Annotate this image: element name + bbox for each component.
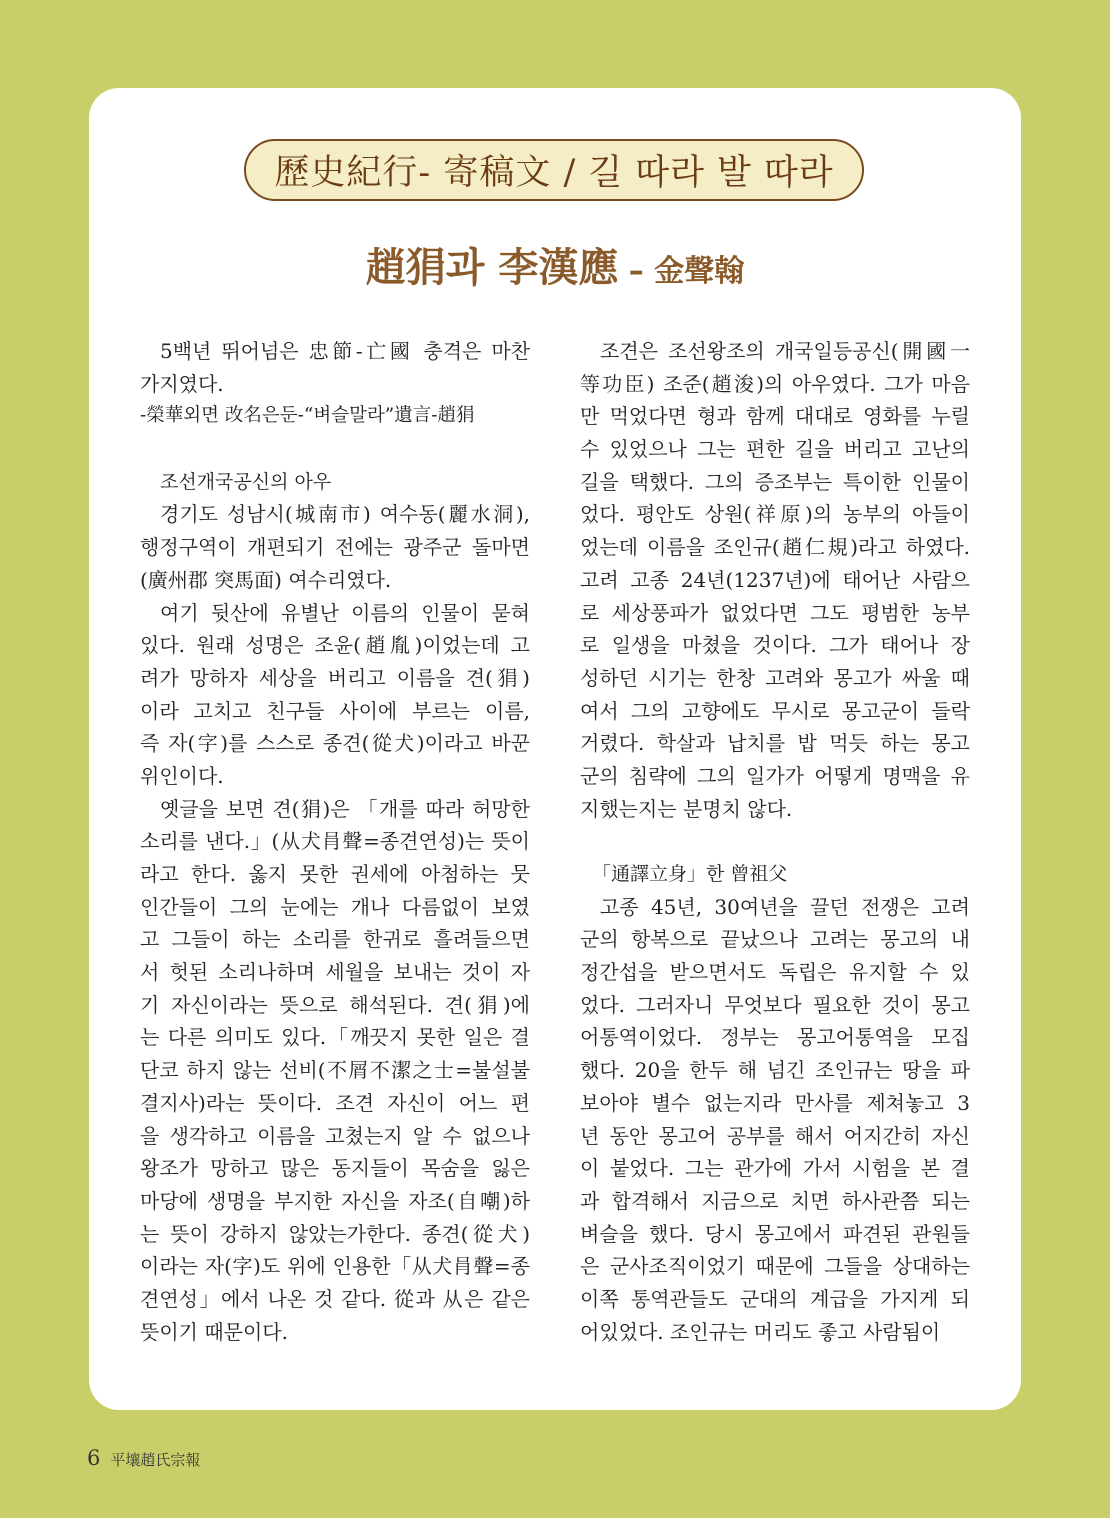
text-line: 위인이다. bbox=[140, 763, 224, 788]
text-line: 等功臣) 조준(趙浚)의 아우였다. 그가 마음 bbox=[580, 371, 970, 396]
spacer bbox=[140, 433, 530, 466]
text-line: 이라는 자(字)도 위에 인용한「从犬肙聲=종 bbox=[140, 1254, 530, 1279]
text-line: 이 붙었다. 그는 관가에 가서 시험을 본 결 bbox=[580, 1156, 970, 1181]
banner-title: 歷史紀行- 寄稿文 / 길 따라 발 따라 bbox=[274, 153, 834, 193]
text-line: 소리를 낸다.」(从犬肙聲=종견연성)는 뜻이 bbox=[140, 829, 530, 854]
text-line: 견연성」에서 나온 것 같다. 從과 从은 같은 bbox=[140, 1286, 530, 1311]
text-line: 정간섭을 받으면서도 독립은 유지할 수 있 bbox=[580, 960, 970, 985]
text-line: 거렸다. 학살과 납치를 밥 먹듯 하는 몽고 bbox=[580, 731, 970, 756]
text-line: 는 뜻이 강하지 않았는가한다. 종견(從犬) bbox=[140, 1221, 530, 1246]
text-line: 경기도 성남시(城南市) 여수동(麗水洞), bbox=[160, 502, 530, 527]
text-line: 행정구역이 개편되기 전에는 광주군 돌마면 bbox=[140, 535, 530, 560]
text-line: 했다. 20을 한두 해 넘긴 조인규는 땅을 파 bbox=[580, 1058, 970, 1083]
text-line: 뜻이기 때문이다. bbox=[140, 1319, 288, 1344]
text-line: 길을 택했다. 그의 증조부는 특이한 인물이 bbox=[580, 469, 970, 494]
subtitle-line: 가지였다. bbox=[140, 371, 224, 396]
text-line: 수 있었으나 그는 편한 길을 버리고 고난의 bbox=[580, 437, 970, 462]
text-line: 어통역이었다. 정부는 몽고어통역을 모집 bbox=[580, 1025, 970, 1050]
text-line: 고려 고종 24년(1237년)에 태어난 사람으 bbox=[580, 567, 970, 592]
text-line: 군의 항복으로 끝났으나 고려는 몽고의 내 bbox=[580, 927, 970, 952]
text-line: 마당에 생명을 부지한 자신을 자조(自嘲)하 bbox=[140, 1188, 530, 1213]
text-line: 이라 고치고 친구들 사이에 부르는 이름, bbox=[140, 698, 530, 723]
section-banner bbox=[244, 139, 864, 201]
text-line: 벼슬을 했다. 당시 몽고에서 파견된 관원들 bbox=[580, 1221, 970, 1246]
text-line: 인간들이 그의 눈에는 개나 다름없이 보였 bbox=[140, 894, 530, 919]
text-line: 었는데 이름을 조인규(趙仁規)라고 하였다. bbox=[580, 535, 970, 560]
text-line: 년 동안 몽고어 공부를 해서 어지간히 자신 bbox=[580, 1123, 970, 1148]
headline-title: 趙狷과 李漢應 bbox=[365, 245, 619, 291]
text-line: 이쪽 통역관들도 군대의 계급을 가지게 되 bbox=[580, 1286, 970, 1311]
text-line: 고 그들이 하는 소리를 한귀로 흘려들으면 bbox=[140, 927, 530, 952]
text-line: 어있었다. 조인규는 머리도 좋고 사람됨이 bbox=[580, 1319, 941, 1344]
text-line: 지했는지는 분명치 않다. bbox=[580, 796, 793, 821]
text-line: 고종 45년, 30여년을 끌던 전쟁은 고려 bbox=[600, 894, 970, 919]
text-line: 조견은 조선왕조의 개국일등공신(開國一 bbox=[600, 339, 970, 363]
subtitle-line: 5백년 뛰어넘은 忠節-亡國 충격은 마찬 bbox=[160, 339, 530, 363]
text-line: 여서 그의 고향에도 무시로 몽고군이 들락 bbox=[580, 698, 970, 723]
text-line: 서 헛된 소리나하며 세월을 보내는 것이 자 bbox=[140, 960, 530, 985]
text-line: 은 군사조직이었기 때문에 그들을 상대하는 bbox=[580, 1254, 970, 1279]
text-line: 여기 뒷산에 유별난 이름의 인물이 묻혀 bbox=[160, 600, 530, 625]
text-line: 결지사)라는 뜻이다. 조견 자신이 어느 편 bbox=[140, 1090, 530, 1115]
page-footer bbox=[87, 1446, 200, 1470]
section-heading: 조선개국공신의 아우 bbox=[160, 470, 332, 493]
left-column bbox=[140, 335, 530, 1348]
text-line: 왕조가 망하고 많은 동지들이 목숨을 잃은 bbox=[140, 1156, 530, 1181]
article-headline bbox=[160, 236, 950, 293]
section-heading: 「通譯立身」한 曾祖父 bbox=[592, 863, 788, 885]
text-line: 을 생각하고 이름을 고쳤는지 알 수 없으나 bbox=[140, 1123, 530, 1148]
page-number: 6 bbox=[87, 1446, 101, 1470]
subtitle-line: -榮華외면 改名은둔-“벼슬말라”遺言-趙狷 bbox=[140, 405, 475, 427]
text-line: 기 자신이라는 뜻으로 해석된다. 견(狷)에 bbox=[140, 992, 530, 1017]
text-line: 는 다른 의미도 있다.「깨끗지 못한 일은 결 bbox=[140, 1025, 530, 1050]
text-line: 단코 하지 않는 선비(不屑不潔之士=불설불 bbox=[140, 1058, 530, 1083]
text-line: 었다. 그러자니 무엇보다 필요한 것이 몽고 bbox=[580, 992, 970, 1017]
text-line: 로 일생을 마쳤을 것이다. 그가 태어나 장 bbox=[580, 633, 970, 658]
text-line: 성하던 시기는 한창 고려와 몽고가 싸울 때 bbox=[580, 665, 970, 690]
text-line: 있다. 원래 성명은 조윤(趙胤)이었는데 고 bbox=[140, 633, 530, 658]
text-line: 만 먹었다면 형과 함께 대대로 영화를 누릴 bbox=[580, 404, 970, 429]
text-line: 과 합격해서 지금으로 치면 하사관쯤 되는 bbox=[580, 1188, 970, 1213]
publication-name: 平壤趙氏宗報 bbox=[110, 1451, 201, 1469]
text-line: 려가 망하자 세상을 버리고 이름을 견(狷) bbox=[140, 665, 530, 690]
text-line: (廣州郡 突馬面) 여수리였다. bbox=[140, 567, 392, 592]
spacer bbox=[580, 825, 970, 858]
text-line: 보아야 별수 없는지라 만사를 제쳐놓고 3 bbox=[580, 1090, 970, 1115]
text-line: 군의 침략에 그의 일가가 어떻게 명맥을 유 bbox=[580, 763, 970, 788]
text-line: 옛글을 보면 견(狷)은 「개를 따라 허망한 bbox=[160, 796, 530, 821]
text-line: 었다. 평안도 상원(祥原)의 농부의 아들이 bbox=[580, 502, 970, 527]
text-line: 라고 한다. 옳지 못한 권세에 아첨하는 뭇 bbox=[140, 862, 530, 886]
text-line: 즉 자(字)를 스스로 종견(從犬)이라고 바꾼 bbox=[140, 731, 530, 756]
right-column bbox=[580, 335, 970, 1348]
headline-author: – 金聲翰 bbox=[618, 254, 745, 289]
text-line: 로 세상풍파가 없었다면 그도 평범한 농부 bbox=[580, 600, 970, 625]
